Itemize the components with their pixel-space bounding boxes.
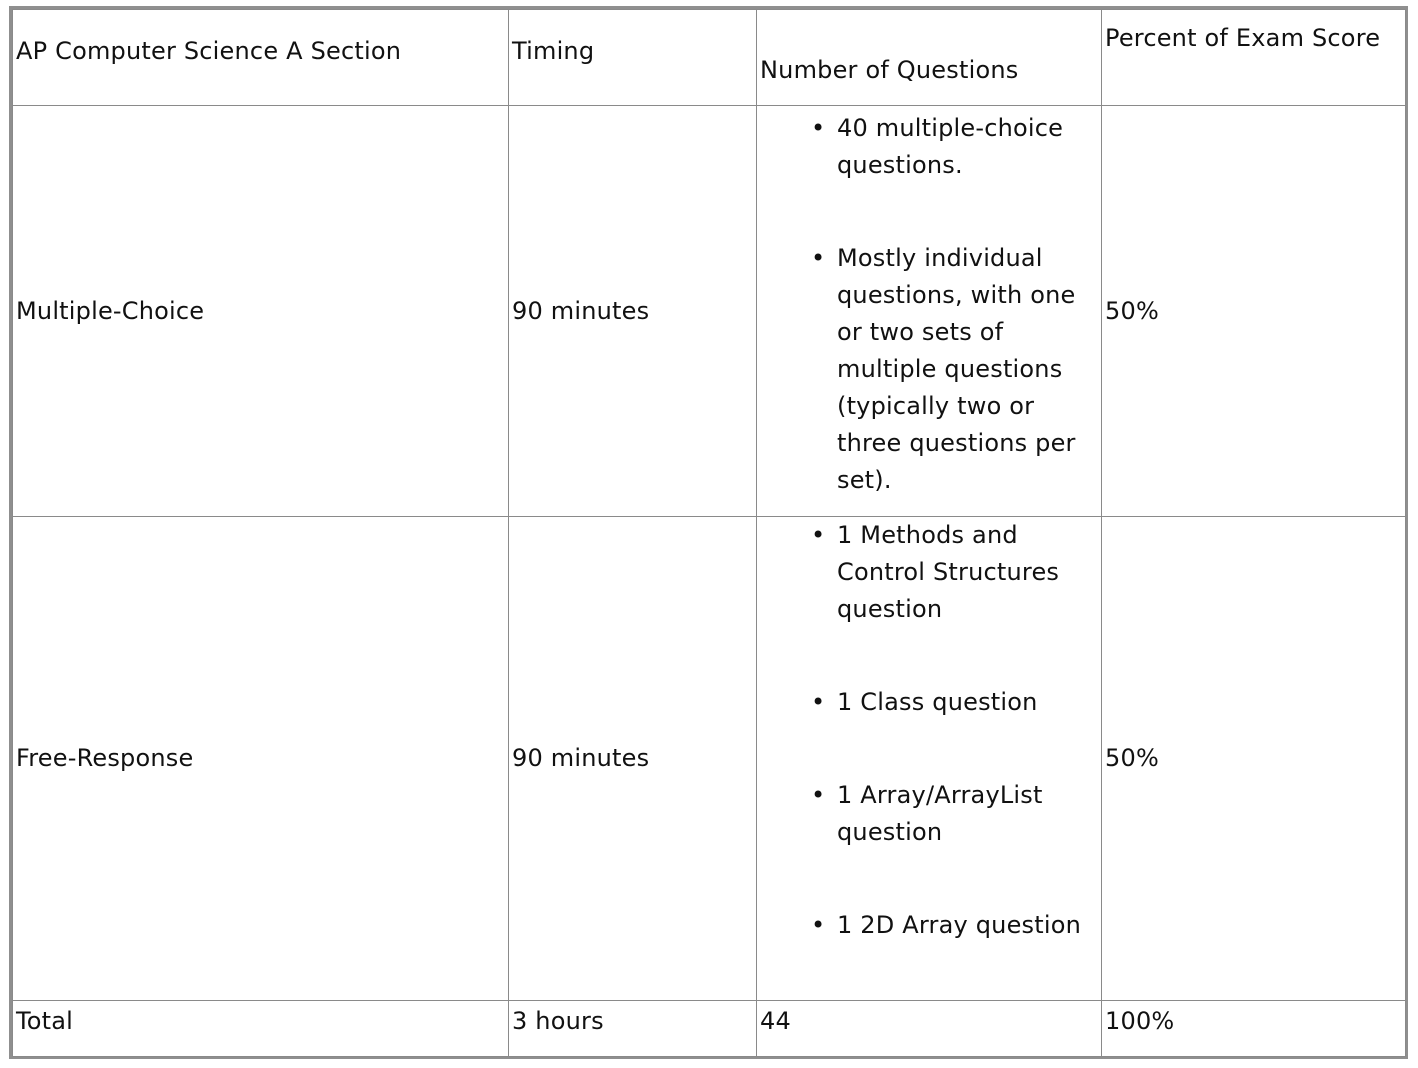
header-number-of-questions: Number of Questions (757, 10, 1102, 106)
header-percent-of-exam-score: Percent of Exam Score (1102, 10, 1406, 106)
list-item-text: 40 multiple-choice questions. (837, 114, 1064, 179)
exam-table-frame (9, 6, 1408, 1059)
exam-format-table (12, 9, 1406, 1057)
bullet-icon: • (811, 911, 826, 939)
section-cell: Free-Response (13, 517, 509, 1001)
list-item (811, 684, 1101, 721)
total-label-cell: Total (13, 1001, 509, 1057)
header-section: AP Computer Science A Section (13, 10, 509, 106)
list-item-text: 1 2D Array question (837, 911, 1082, 939)
list-item (811, 517, 1101, 628)
table-row (13, 517, 1406, 1001)
bullet-icon: • (811, 521, 826, 549)
list-item-text: 1 Methods and Control Structures question (837, 521, 1060, 623)
timing-cell: 90 minutes (509, 517, 757, 1001)
questions-cell (757, 517, 1102, 1001)
total-questions-cell: 44 (757, 1001, 1102, 1057)
table-total-row (13, 1001, 1406, 1057)
list-item-text: 1 Array/ArrayList question (837, 781, 1043, 846)
questions-cell (757, 106, 1102, 517)
list-item-text: 1 Class question (837, 688, 1038, 716)
questions-list (760, 517, 1101, 944)
table-row (13, 106, 1406, 517)
timing-cell: 90 minutes (509, 106, 757, 517)
list-item (811, 777, 1101, 851)
bullet-icon: • (811, 688, 826, 716)
bullet-icon: • (811, 781, 826, 809)
section-cell: Multiple-Choice (13, 106, 509, 517)
bullet-icon: • (811, 244, 826, 272)
total-percent-cell: 100% (1102, 1001, 1406, 1057)
table-header-row (13, 10, 1406, 106)
header-timing: Timing (509, 10, 757, 106)
total-timing-cell: 3 hours (509, 1001, 757, 1057)
list-item-text: Mostly individual questions, with one or two sets of multiple questions (typically two or three questions per set). (837, 244, 1076, 494)
percent-cell: 50% (1102, 106, 1406, 517)
list-item (811, 240, 1101, 499)
bullet-icon: • (811, 114, 826, 142)
percent-cell: 50% (1102, 517, 1406, 1001)
questions-list (760, 106, 1101, 499)
list-item (811, 907, 1101, 944)
list-item (811, 110, 1101, 184)
